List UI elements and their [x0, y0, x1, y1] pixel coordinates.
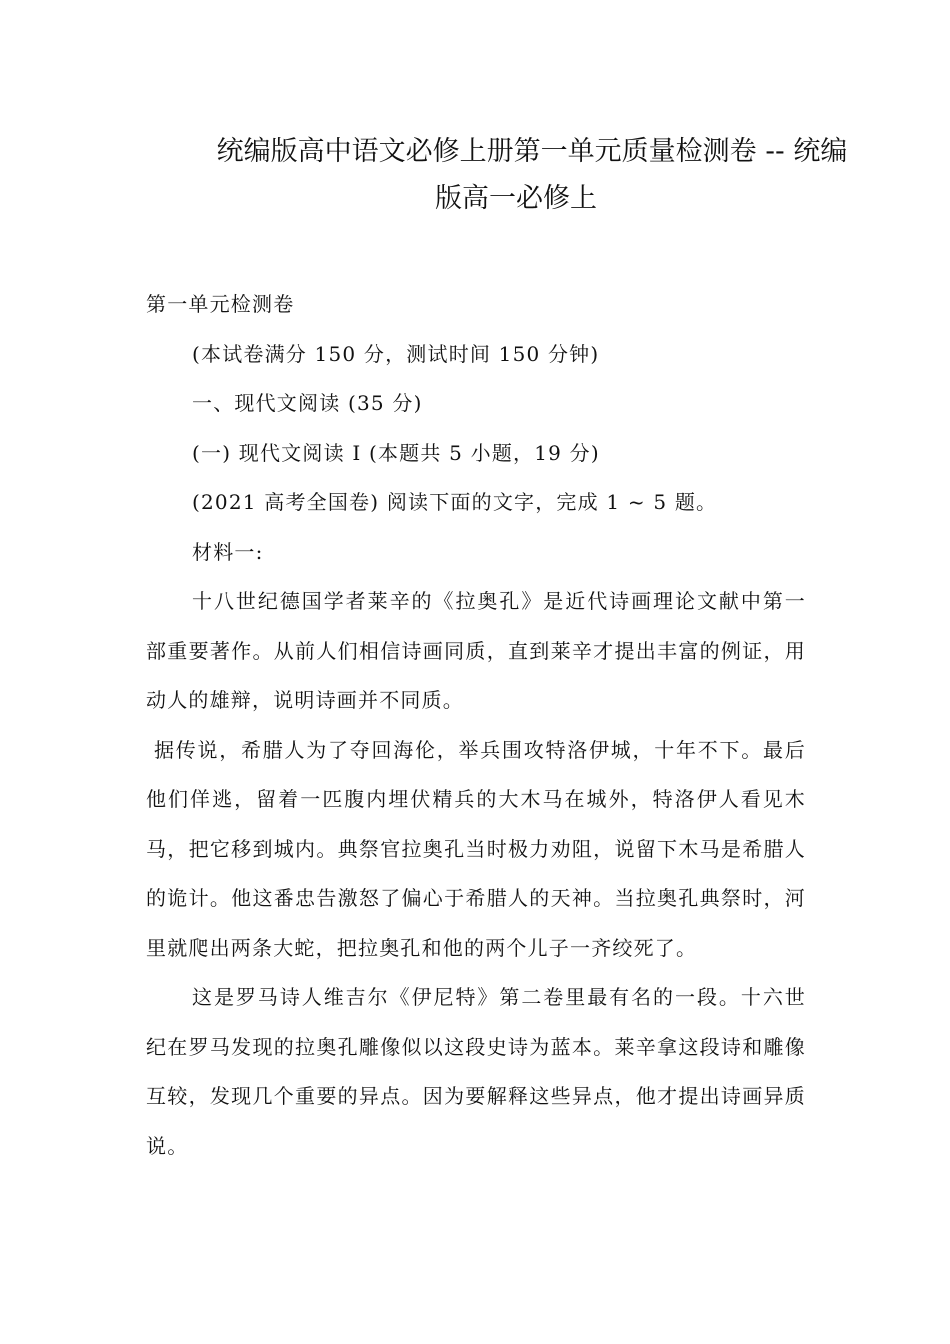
- exam-note: (本试卷满分 150 分，测试时间 150 分钟): [192, 341, 600, 366]
- title-line-2: 版高一必修上: [435, 183, 597, 214]
- document-body: [146, 280, 806, 1171]
- paragraph: 这是罗马诗人维吉尔《伊尼特》第二卷里最有名的一段。十六世纪在罗马发现的拉奥孔雕像似以这段史诗为蓝本。莱辛拿这段诗和雕像互较，发现几个重要的异点。因为要解释这些异点，他才提出诗画异质说。: [146, 985, 806, 1158]
- paragraph: 十八世纪德国学者莱辛的《拉奥孔》是近代诗画理论文献中第一部重要著作。从前人们相信诗画同质，直到莱辛才提出丰富的例证，用动人的雄辩，说明诗画并不同质。: [146, 589, 806, 712]
- section-one-heading: 一、现代文阅读 (35 分): [192, 391, 423, 415]
- document-title: [140, 128, 860, 222]
- subsection-one-heading: (一) 现代文阅读 I (本题共 5 小题，19 分): [192, 440, 600, 465]
- paragraph: 据传说，希腊人为了夺回海伦，举兵围攻特洛伊城，十年不下。最后他们佯逃，留着一匹腹内埋伏精兵的大木马在城外，特洛伊人看见木马，把它移到城内。典祭官拉奥孔当时极力劝阻，说留下木马是希腊人的诡计。他这番忠告激怒了偏心于希腊人的天神。当拉奥孔典祭时，河里就爬出两条大蛇，把拉奥孔和他的两个儿子一齐绞死了。: [146, 737, 806, 960]
- material-label: 材料一:: [192, 539, 264, 564]
- section-heading: 第一单元检测卷: [146, 292, 295, 316]
- reading-instruction: (2021 高考全国卷) 阅读下面的文字，完成 1 ~ 5 题。: [192, 490, 718, 514]
- title-line-1: 统编版高中语文必修上册第一单元质量检测卷 -- 统编: [216, 136, 848, 167]
